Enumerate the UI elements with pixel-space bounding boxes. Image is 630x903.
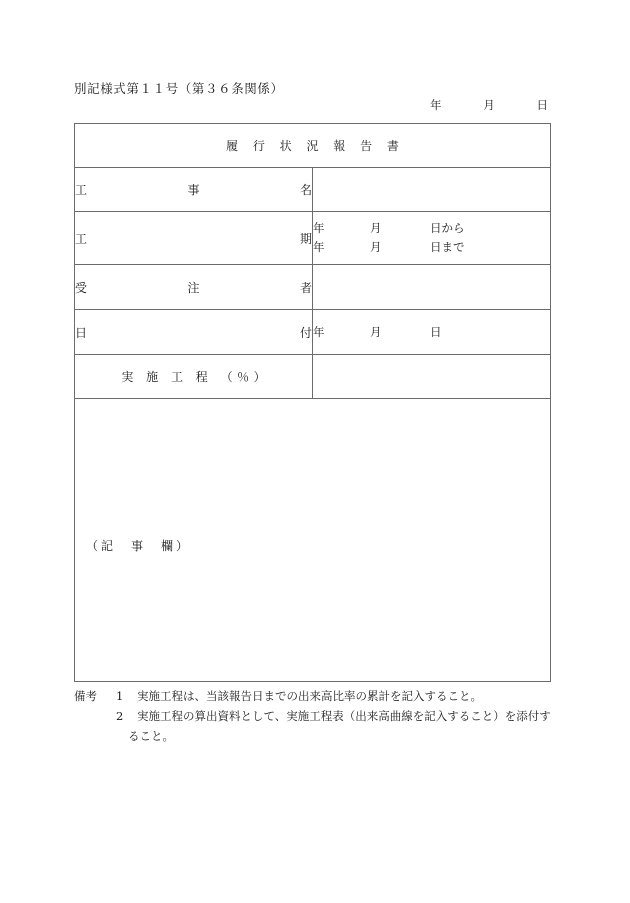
report-date-line	[313, 323, 509, 342]
period-start-year: 年	[313, 221, 325, 235]
field-progress[interactable]	[313, 355, 551, 399]
label-period	[75, 212, 313, 265]
field-contractor[interactable]	[313, 265, 551, 310]
table-row-date	[75, 310, 551, 355]
footnote-number-1: 1	[116, 689, 124, 703]
period-start-day: 日から	[430, 221, 465, 235]
label-date	[75, 310, 313, 355]
footnote-number-2: 2	[116, 709, 124, 723]
table-row-period	[75, 212, 551, 265]
label-date-part-2: 付	[299, 325, 312, 340]
footnote-text-1: 実施工程は、当該報告日までの出来高比率の累計を記入すること。	[137, 689, 482, 703]
field-period[interactable]	[313, 212, 551, 265]
label-contractor	[75, 265, 313, 310]
table-row-title	[75, 124, 551, 168]
label-date-part-1: 日	[75, 325, 88, 340]
report-form-table	[74, 123, 551, 682]
period-end-month: 月	[370, 240, 382, 254]
report-date-year: 年	[313, 324, 325, 339]
label-period-part-2: 期	[299, 231, 312, 246]
form-title: 履 行 状 況 報 告 書	[75, 124, 551, 168]
period-end-day: 日まで	[430, 240, 465, 254]
period-start-date-line	[313, 219, 509, 238]
footnote-item-1	[74, 686, 564, 706]
field-date[interactable]	[313, 310, 551, 355]
header-date-year: 年	[430, 98, 442, 112]
report-date-month: 月	[370, 324, 382, 339]
label-project-name-part-1: 工	[75, 183, 88, 197]
label-remarks: （記 事 欄）	[86, 539, 192, 553]
table-row-contractor	[75, 265, 551, 310]
period-start-month: 月	[370, 221, 382, 235]
period-end-year: 年	[313, 240, 325, 254]
label-contractor-part-3: 者	[299, 280, 312, 295]
footnote-text-2: 実施工程の算出資料として、実施工程表（出来高曲線を記入すること）を添付す	[137, 709, 551, 723]
field-remarks[interactable]	[75, 399, 551, 682]
footnote-text-2-continuation: ること。	[128, 729, 174, 743]
table-row-progress	[75, 355, 551, 399]
label-progress-text: 実 施 工 程 （％）	[121, 370, 271, 384]
label-project-name-part-2: 事	[187, 183, 200, 197]
footnote-item-2	[74, 706, 564, 726]
header-date-fields	[430, 97, 548, 113]
table-row-remarks	[75, 399, 551, 682]
label-project-name-part-3: 名	[299, 183, 312, 197]
header-date-month: 月	[483, 98, 495, 112]
header-date-day: 日	[536, 98, 548, 112]
footnotes-heading: 備考	[74, 689, 97, 703]
label-project-name	[75, 168, 313, 212]
label-contractor-part-1: 受	[75, 280, 88, 295]
label-period-part-1: 工	[75, 231, 88, 246]
form-number-label: 別記様式第１１号（第３６条関係）	[74, 81, 284, 96]
table-row-project-name	[75, 168, 551, 212]
footnotes-block	[74, 686, 564, 746]
label-progress	[75, 355, 313, 399]
label-contractor-part-2: 注	[187, 280, 200, 295]
report-date-day: 日	[430, 324, 442, 339]
period-end-date-line	[313, 238, 509, 257]
field-project-name[interactable]	[313, 168, 551, 212]
